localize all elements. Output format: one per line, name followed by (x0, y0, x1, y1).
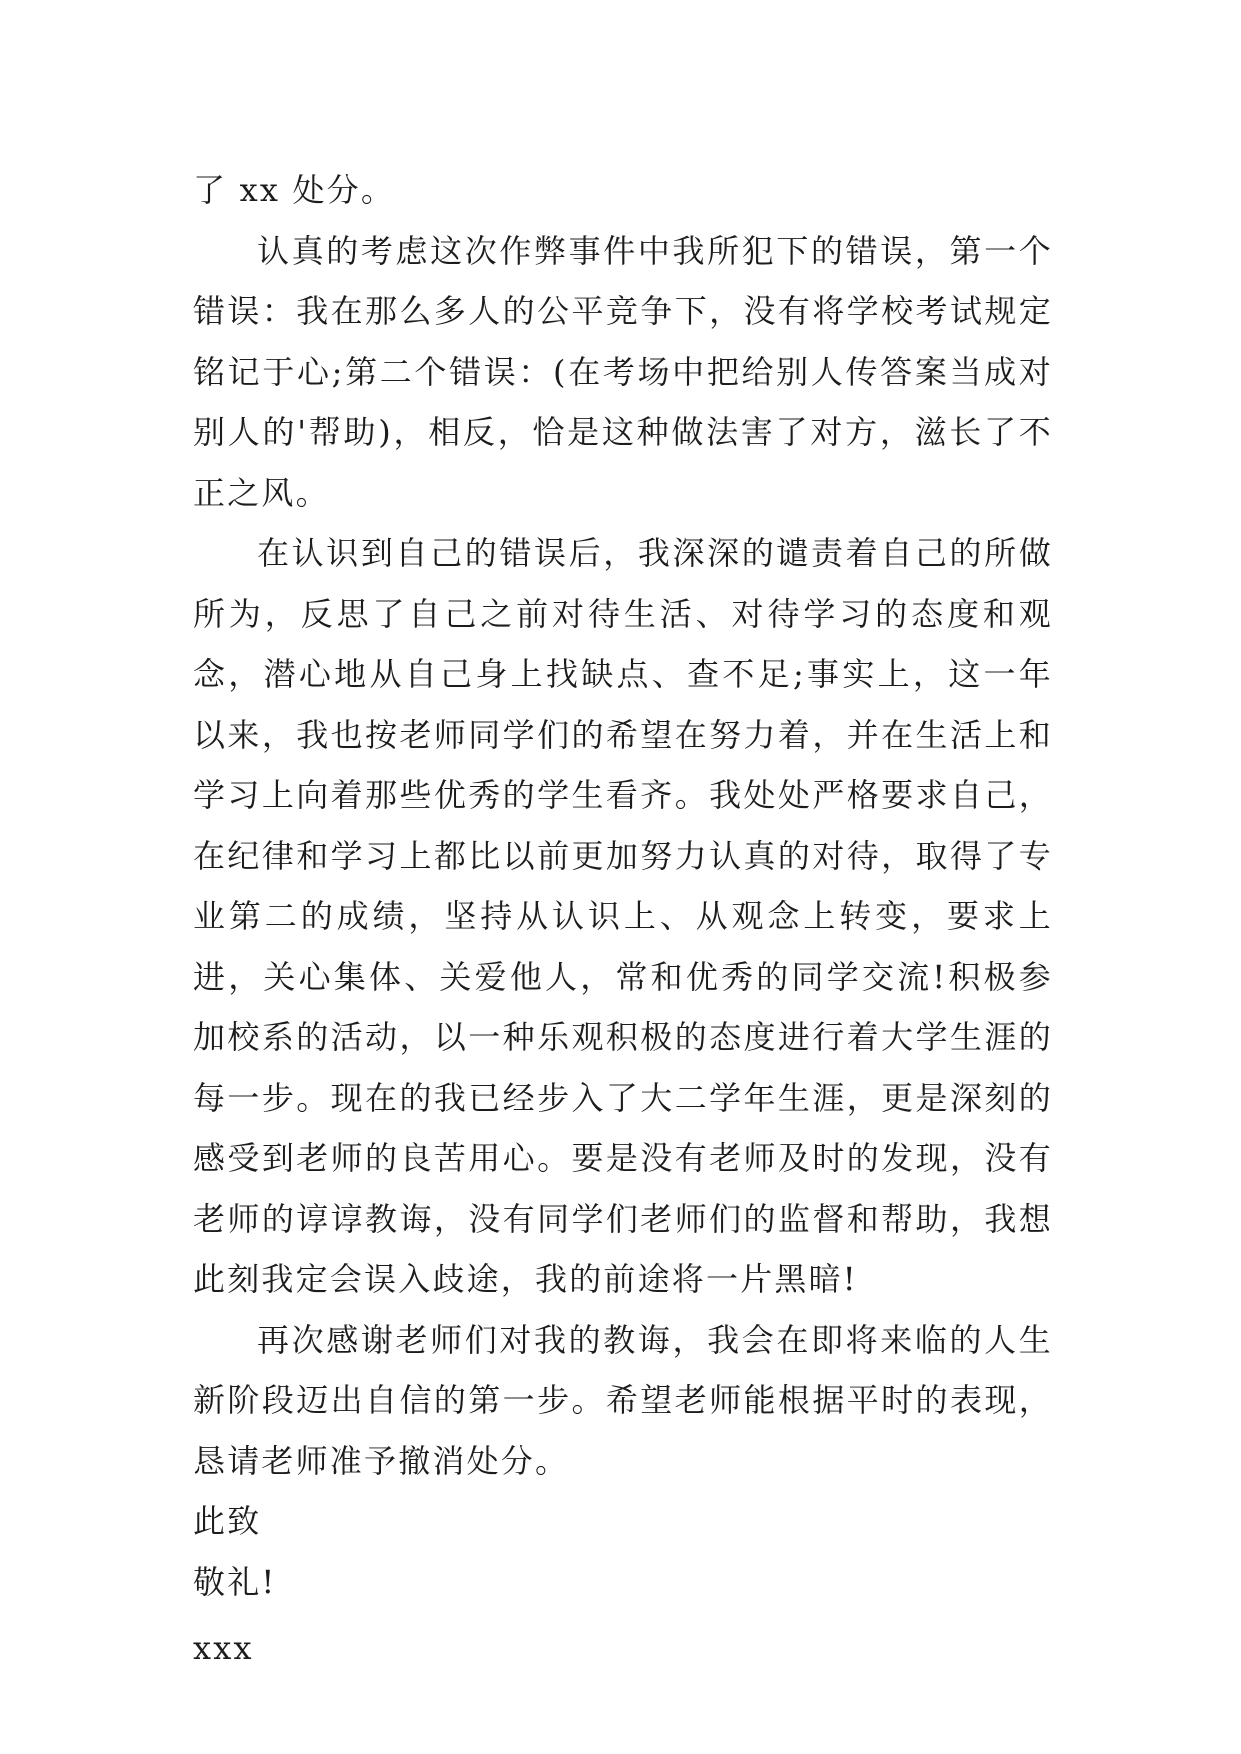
paragraph-errors: 认真的考虑这次作弊事件中我所犯下的错误，第一个错误：我在那么多人的公平竞争下，没有将学校考试规定铭记于心;第二个错误：(在考场中把给别人传答案当成对别人的'帮助)，相反，恰是这种做法害了对方，滋长了不正之风。 (193, 231, 1053, 512)
paragraph-request: 再次感谢老师们对我的教诲，我会在即将来临的人生新阶段迈出自信的第一步。希望老师能根据平时的表现，恳请老师准予撤消处分。 (193, 1320, 1053, 1480)
paragraph-reflection: 在认识到自己的错误后，我深深的谴责着自己的所做所为，反思了自己之前对待生活、对待学习的态度和观念，潜心地从自己身上找缺点、查不足;事实上，这一年以来，我也按老师同学们的希望在努力着，并在生活上和学习上向着那些优秀的学生看齐。我处处严格要求自己，在纪律和学习上都比以前更加努力认真的对待，取得了专业第二的成绩，坚持从认识上、从观念上转变，要求上进，关心集体、关爱他人，常和优秀的同学交流!积极参加校系的活动，以一种乐观积极的态度进行着大学生涯的每一步。现在的我已经步入了大二学年生涯，更是深刻的感受到老师的良苦用心。要是没有老师及时的发现，没有老师的谆谆教诲，没有同学们老师们的监督和帮助，我想此刻我定会误入歧途，我的前途将一片黑暗! (193, 534, 1053, 1298)
closing-salutation: 此致 (193, 1502, 262, 1540)
signature: xxx (193, 1629, 254, 1667)
letter-body (193, 160, 1053, 1679)
closing-regards: 敬礼! (193, 1562, 277, 1601)
paragraph-continuation: 了 xx 处分。 (193, 171, 396, 209)
